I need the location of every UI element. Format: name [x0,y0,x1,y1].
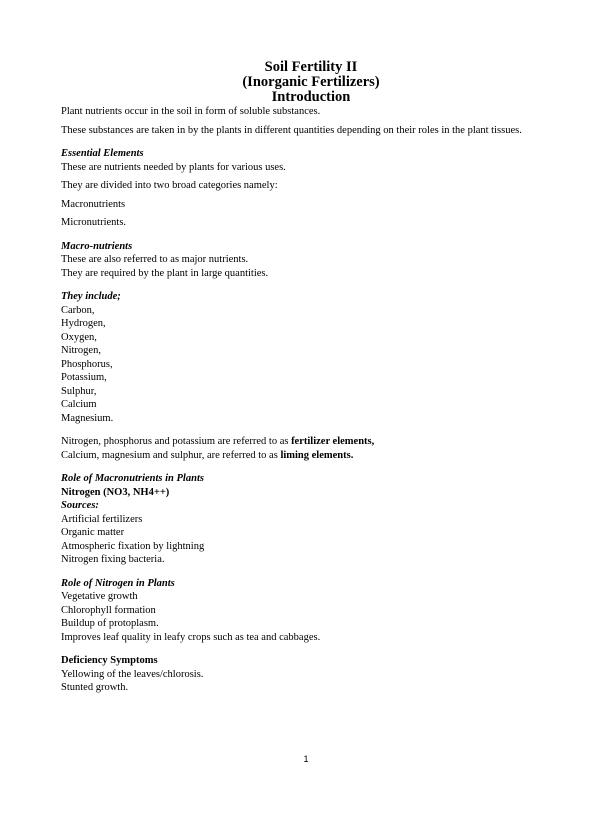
nutrient-list-item: Hydrogen, [61,318,106,329]
liming-elements-term: liming elements. [280,449,354,461]
nutrient-list-item: Phosphorus, [61,358,113,370]
nutrient-list-item: Nitrogen, [61,345,101,356]
intro-paragraph-2: These substances are taken in by the plants in different quantities depending on their roles in the plant tissues. [61,124,522,136]
nutrient-list-item: Potassium, [61,372,107,383]
role-nitrogen-heading: Role of Nitrogen in Plants [61,577,175,589]
nutrient-list-item: Magnesium. [61,412,114,424]
page-number: 1 [303,754,309,764]
essential-paragraph-4: Micronutrients. [61,217,127,228]
title-line-3: Introduction [271,89,351,105]
document-page [61,60,561,695]
they-include-heading: They include; [61,291,121,302]
deficiency-symptoms-heading: Deficiency Symptoms [61,655,158,666]
source-list-item: Artificial fertilizers [61,513,143,525]
nutrient-list-item: Carbon, [61,304,95,316]
essential-paragraph-1: These are nutrients needed by plants for various uses. [61,161,286,173]
deficiency-item: Stunted growth. [61,682,129,693]
fertilizer-sentence-text: Nitrogen, phosphorus and potassium are referred to as [61,436,292,447]
source-list-item: Nitrogen fixing bacteria. [61,554,165,565]
liming-elements-sentence [61,449,561,463]
title-line-2: (Inorganic Fertilizers) [242,74,380,90]
nitrogen-role-item: Chlorophyll formation [61,604,156,616]
nitrogen-role-item: Improves leaf quality in leafy crops such as tea and cabbages. [61,631,321,643]
intro-paragraph-1: Plant nutrients occur in the soil in form of soluble substances. [61,106,321,117]
sources-heading: Sources: [61,500,99,511]
macro-nutrients-heading: Macro-nutrients [61,240,133,252]
nitrogen-subheading: Nitrogen (NO3, NH4++) [61,486,170,498]
macro-paragraph-2: They are required by the plant in large quantities. [61,267,269,279]
deficiency-item: Yellowing of the leaves/chlorosis. [61,668,204,680]
macro-paragraph-1: These are also referred to as major nutrients. [61,254,249,265]
essential-paragraph-3: Macronutrients [61,198,126,210]
title-line-1: Soil Fertility II [264,59,358,75]
nitrogen-role-item: Vegetative growth [61,591,138,602]
nutrient-list-item: Sulphur, [61,385,97,397]
essential-elements-heading: Essential Elements [61,148,144,159]
nutrient-list-item: Calcium [61,399,97,410]
source-list-item: Atmospheric fixation by lightning [61,540,205,552]
nutrient-list-item: Oxygen, [61,331,97,343]
fertilizer-elements-term: fertilizer elements, [291,436,375,447]
essential-paragraph-2: They are divided into two broad categories namely: [61,180,278,191]
role-macronutrients-heading: Role of Macronutrients in Plants [61,473,204,484]
source-list-item: Organic matter [61,527,125,538]
nitrogen-role-item: Buildup of protoplasm. [61,618,159,629]
fertilizer-elements-sentence [61,435,561,449]
liming-sentence-text: Calcium, magnesium and sulphur, are referred to as [61,449,281,461]
